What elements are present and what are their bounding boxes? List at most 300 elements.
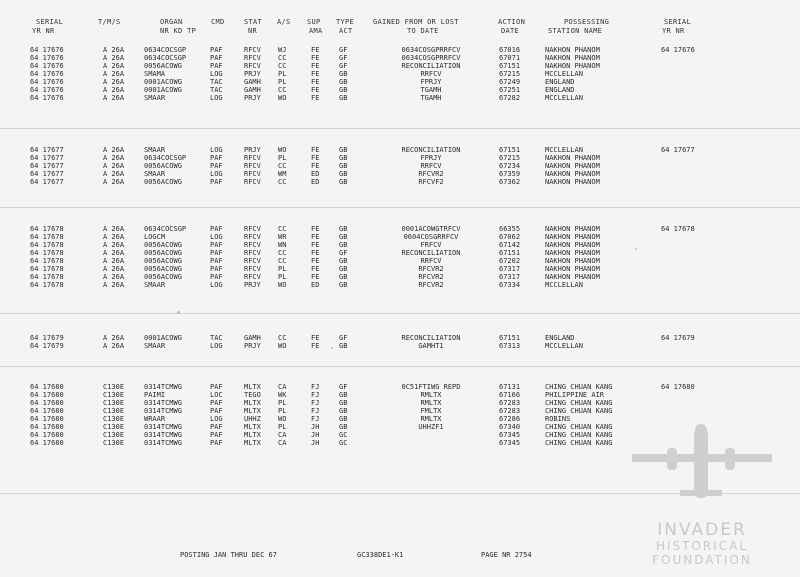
cmd-cell: PAF — [210, 154, 223, 162]
stat-cell: RFCV — [244, 178, 261, 186]
tms-cell: C130E — [103, 383, 125, 391]
type-cell: GB — [339, 342, 348, 350]
type-cell: GB — [339, 273, 348, 281]
serial-cell: 64 17676 — [30, 46, 64, 54]
serial-cell: 64 17677 — [30, 146, 64, 154]
gained-lost-cell: TGAMH — [420, 86, 442, 94]
action-date-cell: 67142 — [499, 241, 521, 249]
header-yr-nr-right: YR NR — [662, 27, 685, 35]
tms-cell: A 26A — [103, 170, 125, 178]
as-cell: PL — [278, 265, 287, 273]
sup-cell: JH — [311, 439, 320, 447]
cmd-cell: PAF — [210, 249, 223, 257]
cmd-cell: PAF — [210, 439, 223, 447]
cmd-cell: TAC — [210, 86, 223, 94]
sup-cell: FJ — [311, 407, 320, 415]
serial-cell: 64 17676 — [30, 70, 64, 78]
sup-cell: FE — [311, 154, 320, 162]
type-cell: GF — [339, 334, 348, 342]
gained-lost-cell: FRFCV — [420, 241, 442, 249]
type-cell: GB — [339, 94, 348, 102]
station-name-cell: MCCLELLAN — [545, 94, 583, 102]
aircraft-silhouette-icon — [612, 420, 792, 520]
serial-cell: 64 17676 — [30, 62, 64, 70]
organ-cell: 0001ACOWG — [144, 78, 182, 86]
stray-mark — [177, 311, 180, 314]
cmd-cell: LOG — [210, 233, 223, 241]
stat-cell: RFCV — [244, 62, 261, 70]
type-cell: GB — [339, 241, 348, 249]
gained-lost-cell: FPRJY — [420, 78, 442, 86]
type-cell: GB — [339, 225, 348, 233]
action-date-cell: 67251 — [499, 86, 521, 94]
cmd-cell: PAF — [210, 54, 223, 62]
tms-cell: C130E — [103, 415, 125, 423]
organ-cell: 0056ACOWG — [144, 273, 182, 281]
serial-cell: 64 17680 — [30, 383, 64, 391]
type-cell: GB — [339, 415, 348, 423]
action-date-cell: 67151 — [499, 249, 521, 257]
fold-line — [0, 313, 800, 314]
serial-cell: 64 17676 — [30, 54, 64, 62]
watermark-line-1: INVADER — [657, 520, 747, 540]
organ-cell: SMAMA — [144, 70, 166, 78]
serial-cell: 64 17679 — [30, 334, 64, 342]
cmd-cell: PAF — [210, 257, 223, 265]
as-cell: WM — [278, 170, 287, 178]
organ-cell: 0056ACOWG — [144, 249, 182, 257]
action-date-cell: 67151 — [499, 334, 521, 342]
organ-cell: 0001ACOWG — [144, 334, 182, 342]
gained-lost-cell: RECONCILIATION — [401, 146, 461, 154]
stat-cell: RFCV — [244, 273, 261, 281]
sup-cell: ED — [311, 178, 320, 186]
tms-cell: C130E — [103, 399, 125, 407]
station-name-cell: NAKHON PHANOM — [545, 273, 600, 281]
serial-cell: 64 17680 — [30, 431, 64, 439]
serial-right-cell: 64 17677 — [661, 146, 695, 154]
gained-lost-cell: 0634COSGPRRFCV — [401, 46, 461, 54]
header-sup: SUP — [307, 18, 321, 26]
stat-cell: PRJY — [244, 281, 261, 289]
sup-cell: FE — [311, 94, 320, 102]
as-cell: CC — [278, 257, 287, 265]
serial-cell: 64 17678 — [30, 257, 64, 265]
station-name-cell: ENGLAND — [545, 334, 575, 342]
action-date-cell: 67345 — [499, 439, 521, 447]
stat-cell: RFCV — [244, 225, 261, 233]
stat-cell: MLTX — [244, 383, 261, 391]
action-date-cell: 67131 — [499, 383, 521, 391]
cmd-cell: LOC — [210, 391, 223, 399]
cmd-cell: LOG — [210, 342, 223, 350]
as-cell: CC — [278, 54, 287, 62]
header-organ-sub: NR KD TP — [160, 27, 197, 35]
watermark-line-2: HISTORICAL — [655, 539, 749, 553]
action-date-cell: 67283 — [499, 407, 521, 415]
station-name-cell: NAKHON PHANOM — [545, 178, 600, 186]
organ-cell: SMAAR — [144, 146, 166, 154]
station-name-cell: NAKHON PHANOM — [545, 257, 600, 265]
cmd-cell: LOG — [210, 70, 223, 78]
serial-cell: 64 17676 — [30, 86, 64, 94]
action-date-cell: 67151 — [499, 146, 521, 154]
station-name-cell: PHILIPPINE AIR — [545, 391, 605, 399]
action-date-cell: 67215 — [499, 154, 521, 162]
as-cell: CC — [278, 225, 287, 233]
sup-cell: FE — [311, 162, 320, 170]
cmd-cell: PAF — [210, 62, 223, 70]
station-name-cell: MCCLELLAN — [545, 146, 583, 154]
organ-cell: SMAAR — [144, 281, 166, 289]
header-tms: T/M/S — [98, 18, 121, 26]
sup-cell: FE — [311, 86, 320, 94]
sup-cell: ED — [311, 170, 320, 178]
type-cell: GB — [339, 407, 348, 415]
station-name-cell: NAKHON PHANOM — [545, 46, 600, 54]
organ-cell: 0314TCMWG — [144, 423, 182, 431]
cmd-cell: PAF — [210, 383, 223, 391]
gained-lost-cell: FPRJY — [420, 154, 442, 162]
station-name-cell: NAKHON PHANOM — [545, 265, 600, 273]
header-possessing: POSSESSING — [564, 18, 610, 26]
serial-right-cell: 64 17679 — [661, 334, 695, 342]
serial-cell: 64 17680 — [30, 415, 64, 423]
type-cell: GB — [339, 391, 348, 399]
as-cell: WK — [278, 391, 287, 399]
serial-cell: 64 17678 — [30, 233, 64, 241]
station-name-cell: NAKHON PHANOM — [545, 62, 600, 70]
organ-cell: 0056ACOWG — [144, 178, 182, 186]
fold-line — [0, 207, 800, 208]
organ-cell: SMAAR — [144, 170, 166, 178]
sup-cell: JH — [311, 431, 320, 439]
action-date-cell: 67345 — [499, 431, 521, 439]
serial-cell: 64 17677 — [30, 162, 64, 170]
as-cell: CA — [278, 431, 287, 439]
tms-cell: A 26A — [103, 62, 125, 70]
organ-cell: 0314TCMWG — [144, 439, 182, 447]
stat-cell: PRJY — [244, 94, 261, 102]
serial-cell: 64 17677 — [30, 154, 64, 162]
tms-cell: A 26A — [103, 146, 125, 154]
cmd-cell: PAF — [210, 225, 223, 233]
station-name-cell: NAKHON PHANOM — [545, 241, 600, 249]
gained-lost-cell: RFCVR2 — [418, 281, 444, 289]
as-cell: CC — [278, 86, 287, 94]
station-name-cell: ROBINS — [545, 415, 571, 423]
sup-cell: FJ — [311, 399, 320, 407]
header-sup-sub: AMA — [309, 27, 323, 35]
organ-cell: SMAAR — [144, 342, 166, 350]
gained-lost-cell: RFCVR2 — [418, 265, 444, 273]
type-cell: GB — [339, 162, 348, 170]
footer-code: GC338DE1-K1 — [357, 551, 404, 559]
action-date-cell: 67282 — [499, 94, 521, 102]
header-action: ACTION — [498, 18, 526, 26]
cmd-cell: PAF — [210, 265, 223, 273]
type-cell: GF — [339, 62, 348, 70]
tms-cell: A 26A — [103, 46, 125, 54]
tms-cell: C130E — [103, 407, 125, 415]
stat-cell: RFCV — [244, 54, 261, 62]
footer-posting: POSTING JAN THRU DEC 67 — [180, 551, 277, 559]
stat-cell: RFCV — [244, 257, 261, 265]
cmd-cell: PAF — [210, 423, 223, 431]
action-date-cell: 67234 — [499, 162, 521, 170]
station-name-cell: ENGLAND — [545, 86, 575, 94]
cmd-cell: LOG — [210, 146, 223, 154]
organ-cell: 0314TCMWG — [144, 407, 182, 415]
as-cell: WJ — [278, 46, 287, 54]
sup-cell: FE — [311, 265, 320, 273]
stat-cell: RFCV — [244, 249, 261, 257]
serial-right-cell: 64 17680 — [661, 383, 695, 391]
cmd-cell: PAF — [210, 162, 223, 170]
cmd-cell: LOG — [210, 94, 223, 102]
watermark — [612, 420, 792, 570]
serial-cell: 64 17678 — [30, 273, 64, 281]
tms-cell: A 26A — [103, 233, 125, 241]
action-date-cell: 67151 — [499, 62, 521, 70]
sup-cell: FJ — [311, 391, 320, 399]
sup-cell: FE — [311, 70, 320, 78]
type-cell: GB — [339, 78, 348, 86]
as-cell: CA — [278, 439, 287, 447]
as-cell: CC — [278, 162, 287, 170]
action-date-cell: 66355 — [499, 225, 521, 233]
footer-page: PAGE NR 2754 — [481, 551, 532, 559]
action-date-cell: 67062 — [499, 233, 521, 241]
station-name-cell: CHING CHUAN KANG — [545, 399, 613, 407]
type-cell: GB — [339, 257, 348, 265]
stat-cell: MLTX — [244, 431, 261, 439]
stat-cell: RFCV — [244, 162, 261, 170]
organ-cell: 0056ACOWG — [144, 265, 182, 273]
tms-cell: A 26A — [103, 54, 125, 62]
gained-lost-cell: RMLTX — [420, 399, 442, 407]
serial-cell: 64 17679 — [30, 342, 64, 350]
gained-lost-cell: RECONCILIATION — [401, 62, 461, 70]
action-date-cell: 67215 — [499, 70, 521, 78]
gained-lost-cell: RFCVR2 — [418, 170, 444, 178]
as-cell: PL — [278, 423, 287, 431]
serial-cell: 64 17678 — [30, 241, 64, 249]
tms-cell: C130E — [103, 423, 125, 431]
organ-cell: PAIMI — [144, 391, 166, 399]
action-date-cell: 67334 — [499, 281, 521, 289]
tms-cell: A 26A — [103, 225, 125, 233]
station-name-cell: CHING CHUAN KANG — [545, 423, 613, 431]
serial-right-cell: 64 17676 — [661, 46, 695, 54]
type-cell: GC — [339, 439, 348, 447]
organ-cell: 0634COCSGP — [144, 54, 187, 62]
serial-cell: 64 17680 — [30, 439, 64, 447]
serial-right-cell: 64 17678 — [661, 225, 695, 233]
action-date-cell: 67340 — [499, 423, 521, 431]
cmd-cell: LOG — [210, 415, 223, 423]
tms-cell: A 26A — [103, 273, 125, 281]
station-name-cell: NAKHON PHANOM — [545, 225, 600, 233]
sup-cell: FE — [311, 334, 320, 342]
stat-cell: MLTX — [244, 439, 261, 447]
tms-cell: A 26A — [103, 249, 125, 257]
serial-cell: 64 17677 — [30, 178, 64, 186]
type-cell: GF — [339, 46, 348, 54]
tms-cell: A 26A — [103, 281, 125, 289]
organ-cell: 0634COCSGP — [144, 225, 187, 233]
tms-cell: A 26A — [103, 154, 125, 162]
station-name-cell: NAKHON PHANOM — [545, 154, 600, 162]
stray-mark — [635, 248, 637, 250]
organ-cell: SMAAR — [144, 94, 166, 102]
action-date-cell: 67317 — [499, 273, 521, 281]
action-date-cell: 67016 — [499, 46, 521, 54]
type-cell: GB — [339, 86, 348, 94]
tms-cell: A 26A — [103, 257, 125, 265]
tms-cell: A 26A — [103, 342, 125, 350]
header-serial: SERIAL — [36, 18, 64, 26]
tms-cell: A 26A — [103, 78, 125, 86]
sup-cell: JH — [311, 423, 320, 431]
sup-cell: ED — [311, 281, 320, 289]
tms-cell: A 26A — [103, 265, 125, 273]
type-cell: GB — [339, 178, 348, 186]
as-cell: CC — [278, 334, 287, 342]
sup-cell: FE — [311, 54, 320, 62]
cmd-cell: PAF — [210, 431, 223, 439]
action-date-cell: 67202 — [499, 257, 521, 265]
as-cell: CC — [278, 249, 287, 257]
station-name-cell: MCCLELLAN — [545, 281, 583, 289]
gained-lost-cell: UHHZF1 — [418, 423, 444, 431]
cmd-cell: LOG — [210, 281, 223, 289]
header-gained-sub: TO DATE — [407, 27, 439, 35]
cmd-cell: TAC — [210, 334, 223, 342]
stat-cell: RFCV — [244, 154, 261, 162]
header-as: A/S — [277, 18, 291, 26]
sup-cell: FE — [311, 257, 320, 265]
tms-cell: A 26A — [103, 70, 125, 78]
tms-cell: A 26A — [103, 241, 125, 249]
organ-cell: 0001ACOWG — [144, 86, 182, 94]
sup-cell: FJ — [311, 415, 320, 423]
serial-cell: 64 17678 — [30, 249, 64, 257]
sup-cell: FE — [311, 342, 320, 350]
tms-cell: A 26A — [103, 334, 125, 342]
serial-cell: 64 17676 — [30, 78, 64, 86]
sup-cell: FE — [311, 46, 320, 54]
header-stat-sub: NR — [248, 27, 258, 35]
fold-line — [0, 366, 800, 367]
gained-lost-cell: RRFCV — [420, 257, 442, 265]
as-cell: WO — [278, 415, 287, 423]
watermark-line-3: FOUNDATION — [652, 553, 752, 567]
action-date-cell: 67313 — [499, 342, 521, 350]
station-name-cell: MCCLELLAN — [545, 342, 583, 350]
as-cell: PL — [278, 407, 287, 415]
tms-cell: A 26A — [103, 86, 125, 94]
tms-cell: A 26A — [103, 162, 125, 170]
cmd-cell: TAC — [210, 78, 223, 86]
type-cell: GB — [339, 423, 348, 431]
action-date-cell: 67317 — [499, 265, 521, 273]
as-cell: WO — [278, 342, 287, 350]
cmd-cell: PAF — [210, 407, 223, 415]
header-type-sub: ACT — [339, 27, 353, 35]
cmd-cell: PAF — [210, 241, 223, 249]
header-possessing-sub: STATION NAME — [548, 27, 603, 35]
station-name-cell: NAKHON PHANOM — [545, 54, 600, 62]
organ-cell: 0056ACOWG — [144, 62, 182, 70]
station-name-cell: NAKHON PHANOM — [545, 249, 600, 257]
sup-cell: FE — [311, 233, 320, 241]
gained-lost-cell: RMLTX — [420, 415, 442, 423]
as-cell: CC — [278, 62, 287, 70]
gained-lost-cell: GAMHT1 — [418, 342, 444, 350]
sup-cell: FE — [311, 62, 320, 70]
organ-cell: 0634COCSGP — [144, 46, 187, 54]
sup-cell: FE — [311, 273, 320, 281]
as-cell: PL — [278, 70, 287, 78]
station-name-cell: CHING CHUAN KANG — [545, 383, 613, 391]
header-action-sub: DATE — [501, 27, 520, 35]
organ-cell: LOGCM — [144, 233, 166, 241]
action-date-cell: 67249 — [499, 78, 521, 86]
gained-lost-cell: RRFCV — [420, 70, 442, 78]
sup-cell: FE — [311, 78, 320, 86]
as-cell: WO — [278, 146, 287, 154]
as-cell: WN — [278, 241, 287, 249]
action-date-cell: 67283 — [499, 399, 521, 407]
tms-cell: A 26A — [103, 94, 125, 102]
gained-lost-cell: 0634COSGPRRFCV — [401, 54, 461, 62]
stat-cell: RFCV — [244, 265, 261, 273]
action-date-cell: 67286 — [499, 415, 521, 423]
stat-cell: RFCV — [244, 170, 261, 178]
serial-cell: 64 17678 — [30, 225, 64, 233]
type-cell: GB — [339, 146, 348, 154]
header-serial-right: SERIAL — [664, 18, 692, 26]
station-name-cell: NAKHON PHANOM — [545, 233, 600, 241]
sup-cell: FJ — [311, 383, 320, 391]
stray-mark — [331, 347, 333, 349]
header-yr-nr: YR NR — [32, 27, 55, 35]
station-name-cell: ENGLAND — [545, 78, 575, 86]
gained-lost-cell: RRFCV — [420, 162, 442, 170]
as-cell: PL — [278, 399, 287, 407]
type-cell: GB — [339, 399, 348, 407]
organ-cell: 0314TCMWG — [144, 399, 182, 407]
type-cell: GB — [339, 233, 348, 241]
gained-lost-cell: FMLTX — [420, 407, 442, 415]
header-gained: GAINED FROM OR LOST — [373, 18, 459, 26]
cmd-cell: PAF — [210, 178, 223, 186]
gained-lost-cell: 0604COSGRRFCV — [403, 233, 459, 241]
organ-cell: 0056ACOWG — [144, 241, 182, 249]
stat-cell: GAMH — [244, 78, 261, 86]
gained-lost-cell: RMLTX — [420, 391, 442, 399]
station-name-cell: CHING CHUAN KANG — [545, 439, 613, 447]
type-cell: GC — [339, 431, 348, 439]
organ-cell: WRAAR — [144, 415, 166, 423]
cmd-cell: PAF — [210, 399, 223, 407]
header-organ: ORGAN — [160, 18, 183, 26]
sup-cell: FE — [311, 146, 320, 154]
serial-cell: 64 17678 — [30, 265, 64, 273]
type-cell: GB — [339, 70, 348, 78]
as-cell: CC — [278, 178, 287, 186]
